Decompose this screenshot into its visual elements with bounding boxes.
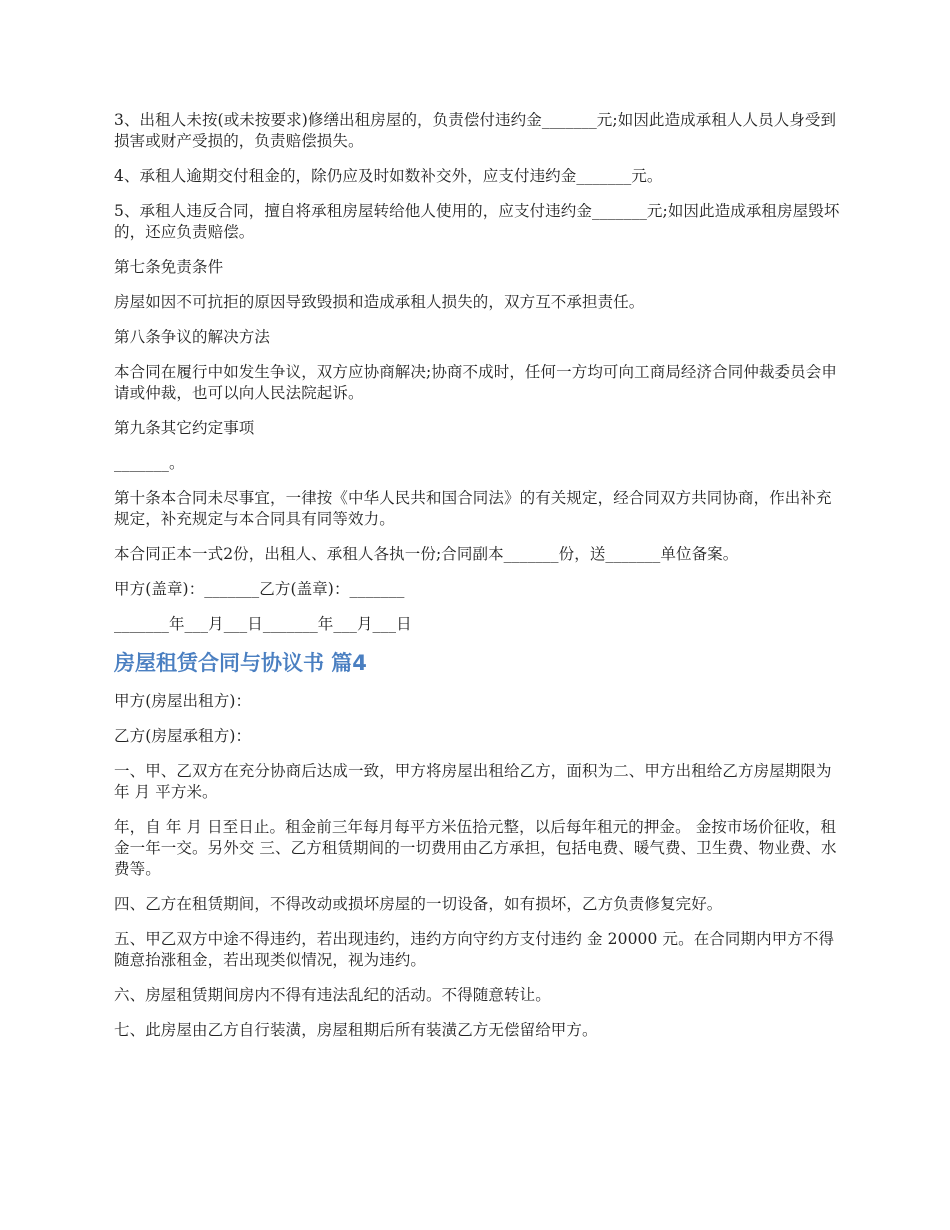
signature-line: 甲方(盖章)：_______乙方(盖章)：_______ [114, 580, 405, 598]
party-a: 甲方(房屋出租方)： [114, 692, 252, 710]
clause-7: 七、此房屋由乙方自行装潢，房屋租期后所有装潢乙方无偿留给甲方。 [114, 1021, 598, 1039]
clause-4: 四、乙方在租赁期间，不得改动或损坏房屋的一切设备，如有损坏，乙方负责修复完好。 [114, 895, 723, 913]
article-10-body: 第十条本合同未尽事宜，一律按《中华人民共和国合同法》的有关规定，经合同双方共同协商，作出补充规定，补充规定与本合同具有同等效力。 [114, 489, 832, 528]
clause-4-late-rent: 4、承租人逾期交付租金的，除仍应及时如数补交外，应支付违约金_______元。 [114, 167, 663, 185]
clause-1: 一、甲、乙双方在充分协商后达成一致，甲方将房屋出租给乙方，面积为二、甲方出租给乙方房屋期限为 年 月 平方米。 [114, 762, 832, 801]
section-heading: 房屋租赁合同与协议书 篇4 [114, 651, 367, 675]
article-7-body: 房屋如因不可抗拒的原因导致毁损和造成承租人损失的，双方互不承担责任。 [114, 293, 645, 311]
article-8-title: 第八条争议的解决方法 [114, 328, 271, 346]
article-9-blank: _______。 [114, 454, 185, 472]
copies-clause: 本合同正本一式2份，出租人、承租人各执一份;合同副本_______份，送_______单位备案。 [114, 545, 739, 563]
article-9-title: 第九条其它约定事项 [114, 419, 255, 437]
clause-6: 六、房屋租赁期间房内不得有违法乱纪的活动。不得随意转让。 [114, 986, 551, 1004]
clause-5-sublet: 5、承租人违反合同，擅自将承租房屋转给他人使用的，应支付违约金_______元;如因此造成承租房屋毁坏的，还应负责赔偿。 [114, 202, 840, 241]
clause-5: 五、甲乙双方中途不得违约，若出现违约，违约方向守约方支付违约 金 20000 元。在合同期内甲方不得随意抬涨租金，若出现类似情况，视为违约。 [114, 930, 835, 969]
document-page [114, 110, 844, 1055]
article-8-body: 本合同在履行中如发生争议，双方应协商解决;协商不成时，任何一方均可向工商局经济合同仲裁委员会申请或仲裁，也可以向人民法院起诉。 [114, 363, 837, 402]
clause-3-penalty: 3、出租人未按(或未按要求)修缮出租房屋的，负责偿付违约金_______元;如因此造成承租人人员人身受到损害或财产受损的，负责赔偿损失。 [114, 111, 837, 150]
party-b: 乙方(房屋承租方)： [114, 727, 252, 745]
clause-2-3: 年，自 年 月 日至日止。租金前三年每月每平方米伍拾元整，以后每年租元的押金。 金按市场价征收，租金一年一交。另外交 三、乙方租赁期间的一切费用由乙方承担，包括电费、暖气费、卫生费、物业费、水费等。 [114, 818, 837, 878]
article-7-title: 第七条免责条件 [114, 258, 224, 276]
date-line: _______年___月___日_______年___月___日 [114, 615, 412, 633]
